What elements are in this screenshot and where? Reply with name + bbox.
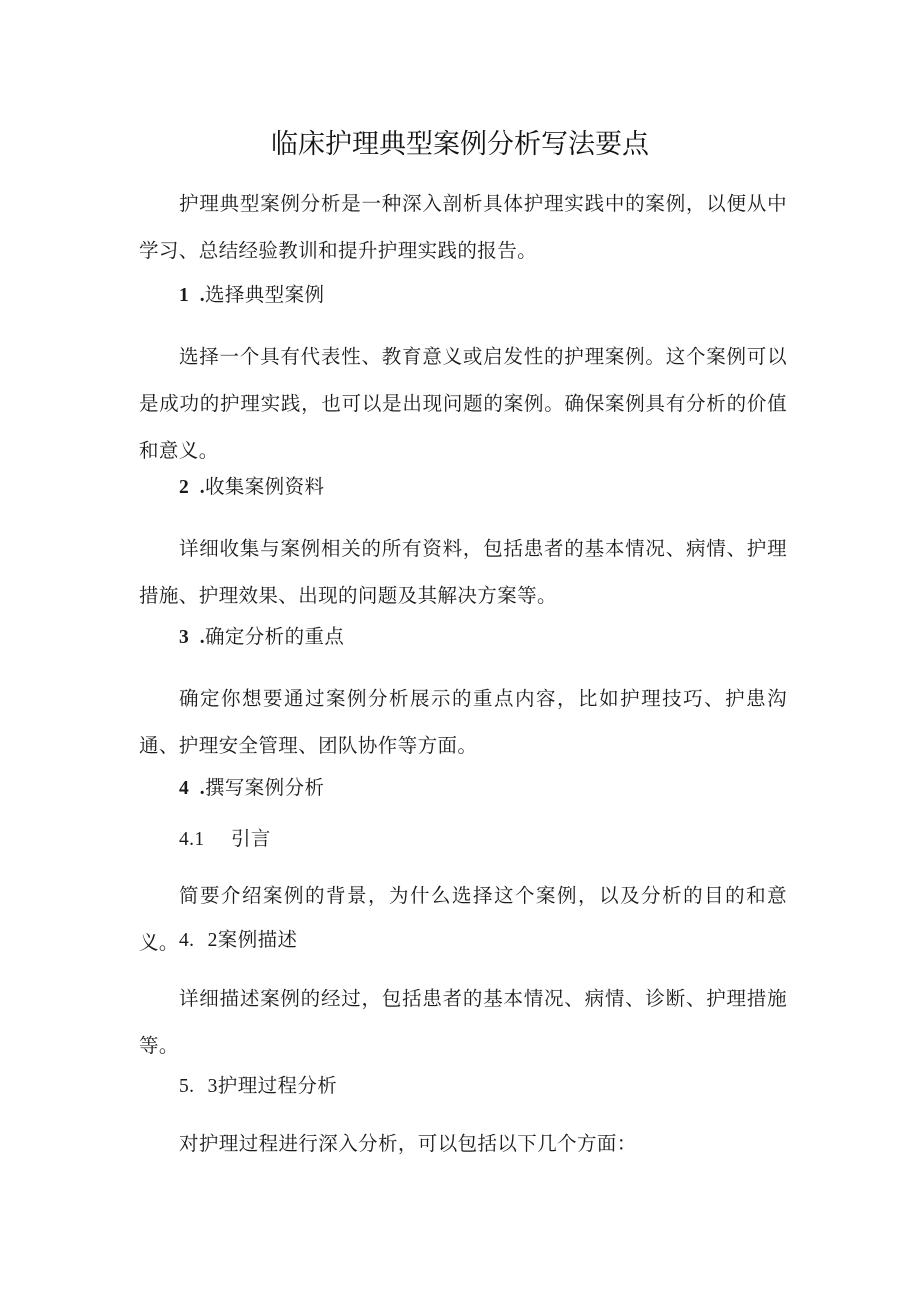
subsection-body-4-2: 详细描述案例的经过，包括患者的基本情况、病情、诊断、护理措施等。 bbox=[139, 987, 787, 1057]
subsection-number: 4.1 bbox=[179, 829, 205, 850]
subsection-label: 引言 bbox=[230, 827, 271, 850]
intro-paragraph: 护理典型案例分析是一种深入剖析具体护理实践中的案例，以便从中学习、总结经验教训和提升护理实践的报告。 bbox=[139, 192, 787, 262]
section-body-2: 详细收集与案例相关的所有资料，包括患者的基本情况、病情、护理措施、护理效果、出现的问题及其解决方案等。 bbox=[139, 537, 787, 607]
section-number: 1 bbox=[179, 285, 190, 306]
section-label: 撰写案例分析 bbox=[204, 776, 325, 799]
section-heading-1: 1 .选择典型案例 bbox=[179, 283, 325, 306]
section-number: 3 bbox=[179, 627, 190, 648]
section-heading-2: 2 .收集案例资料 bbox=[179, 475, 325, 498]
subsection-body-5-3: 对护理过程进行深入分析，可以包括以下几个方面： bbox=[179, 1132, 637, 1155]
subsection-body-4-1: 简要介绍案例的背景，为什么选择这个案例，以及分析的目的和意义。 bbox=[139, 884, 787, 954]
subsection-number-suffix: 2 bbox=[207, 930, 218, 951]
subsection-heading-4-2 bbox=[179, 925, 297, 956]
section-number: 2 bbox=[179, 477, 190, 498]
section-heading-4: 4 .撰写案例分析 bbox=[179, 776, 325, 799]
section-number: 4 bbox=[179, 778, 190, 799]
section-label: 收集案例资料 bbox=[204, 475, 325, 498]
document-title: 临床护理典型案例分析写法要点 bbox=[271, 129, 649, 160]
section-label: 确定分析的重点 bbox=[204, 625, 345, 648]
subsection-label: 案例描述 bbox=[217, 928, 298, 951]
subsection-heading-4-1 bbox=[179, 824, 271, 855]
subsection-number: 5. bbox=[179, 1076, 195, 1097]
section-label: 选择典型案例 bbox=[204, 283, 325, 306]
section-heading-3: 3 .确定分析的重点 bbox=[179, 625, 345, 648]
subsection-heading-5-3 bbox=[179, 1071, 337, 1102]
section-body-3: 确定你想要通过案例分析展示的重点内容，比如护理技巧、护患沟通、护理安全管理、团队协作等方面。 bbox=[139, 687, 787, 757]
subsection-label: 护理过程分析 bbox=[217, 1074, 338, 1097]
section-body-1: 选择一个具有代表性、教育意义或启发性的护理案例。这个案例可以是成功的护理实践，也可以是出现问题的案例。确保案例具有分析的价值和意义。 bbox=[139, 345, 787, 462]
subsection-number: 4. bbox=[179, 930, 195, 951]
subsection-number-suffix: 3 bbox=[207, 1076, 218, 1097]
